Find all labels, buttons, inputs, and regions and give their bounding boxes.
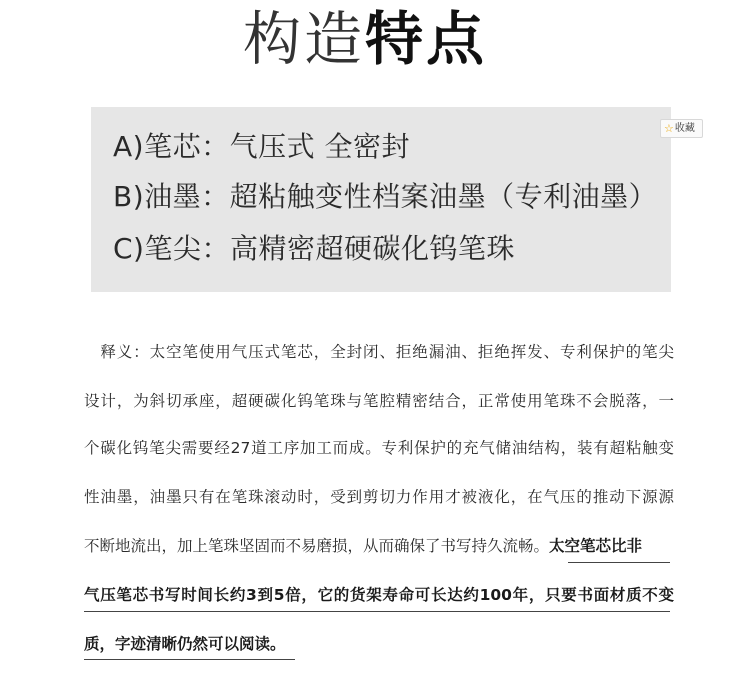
paragraph-line-4: 性油墨，油墨只有在笔珠滚动时，受到剪切力作用才被液化，在气压的推动下源源 [84, 488, 674, 506]
emphasis-underline-2 [84, 611, 670, 612]
paragraph-line-2: 设计，为斜切承座，超硬碳化钨笔珠与笔腔精密结合，正常使用笔珠不会脱落，一 [84, 392, 674, 410]
paragraph-line-5-normal: 不断地流出，加上笔珠坚固而不易磨损，从而确保了书写持久流畅。 [84, 537, 550, 555]
favorite-label: 收藏 [674, 123, 695, 134]
spec-box [91, 107, 671, 292]
title-bold-part: 特点 [365, 5, 488, 73]
favorite-button[interactable] [660, 119, 703, 138]
emphasis-underline-3 [84, 659, 295, 660]
paragraph-line-1: 释义：太空笔使用气压式笔芯，全封闭、拒绝漏油、拒绝挥发、专利保护的笔尖 [84, 343, 674, 361]
spec-tip: C)笔尖：高精密超硬碳化钨笔珠 [113, 232, 515, 265]
spec-refill: A)笔芯：气压式 全密封 [113, 130, 410, 163]
paragraph-line-5-bold: 太空笔芯比非 [549, 537, 643, 555]
emphasis-underline-1 [568, 562, 670, 563]
paragraph-line-7: 质，字迹清晰仍然可以阅读。 [84, 635, 286, 653]
paragraph-line-6: 气压笔芯书写时间长约3到5倍，它的货架寿命可长达约100年，只要书面材质不变 [84, 586, 674, 604]
star-icon: ☆ [664, 122, 674, 135]
paragraph-line-3: 个碳化钨笔尖需要经27道工序加工而成。专利保护的充气储油结构，装有超粘触变 [84, 439, 674, 457]
paragraph-line-5 [84, 535, 674, 557]
title-light-part: 构造 [242, 5, 365, 73]
spec-ink: B)油墨：超粘触变性档案油墨（专利油墨） [113, 180, 658, 213]
page-title [0, 2, 730, 76]
